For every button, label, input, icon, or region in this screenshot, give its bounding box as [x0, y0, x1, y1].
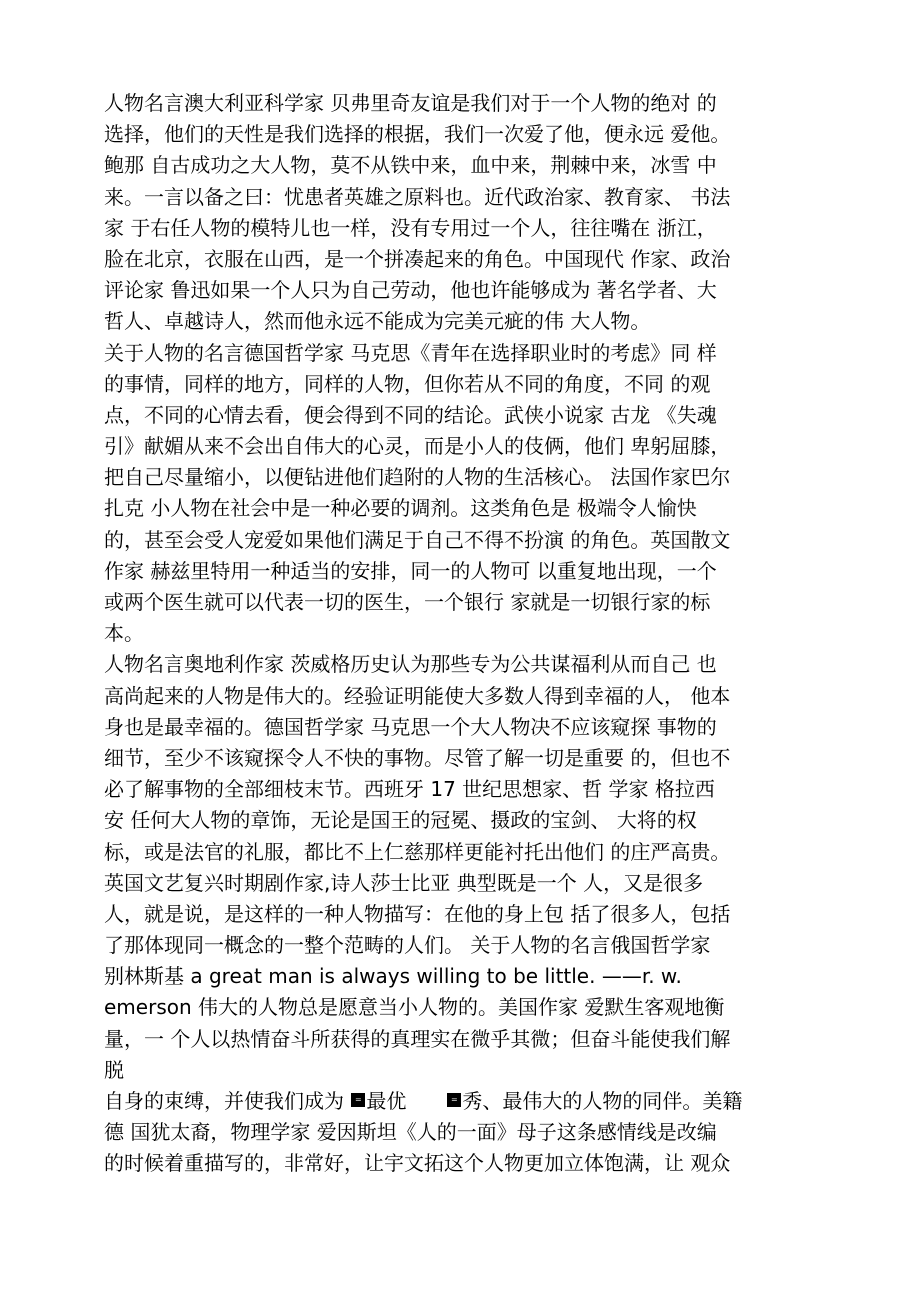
- text-line: 本。: [104, 621, 144, 646]
- text-line: 德 国犹太裔，物理学家 爱因斯坦《人的一面》母子这条感情线是改编: [104, 1120, 717, 1145]
- text-line: 的事情，同样的地方，同样的人物，但你若从不同的角度，不同 的观: [104, 371, 711, 396]
- text-line: 细节，至少不该窥探令人不快的事物。尽管了解一切是重要 的，但也不: [104, 745, 731, 770]
- text-line: 哲人、卓越诗人，然而他永远不能成为完美元疵的伟 大人物。: [104, 309, 651, 334]
- text-line: 的，甚至会受人宠爱如果他们满足于自己不得不扮演 的角色。英国散文: [104, 527, 731, 552]
- text-line-with-marks: [104, 1086, 824, 1117]
- text-line: 的时候着重描写的，非常好，让宇文拓这个人物更加立体饱满，让 观众: [104, 1151, 731, 1176]
- text-line: 脸在北京，衣服在山西，是一个拼凑起来的角色。中国现代 作家、政治: [104, 246, 731, 271]
- text-line: 标，或是法官的礼服，都比不上仁慈那样更能衬托出他们 的庄严高贵。: [104, 839, 731, 864]
- text-line: 英国文艺复兴时期剧作家,诗人莎士比亚 典型既是一个 人，又是很多: [104, 870, 704, 895]
- text-line: 扎克 小人物在社会中是一种必要的调剂。这类角色是 极端令人愉快: [104, 496, 697, 521]
- text-line: 家 于右任人物的模特儿也一样，没有专用过一个人，往往嘴在 浙江，: [104, 215, 717, 240]
- text-line: 关于人物的名言德国哲学家 马克思《青年在选择职业时的考虑》同 样: [104, 340, 717, 365]
- text-line: 别林斯基 a great man is always willing to be little. ——r. w.: [104, 964, 682, 989]
- text-line: 鲍那 自古成功之大人物，莫不从铁中来，血中来，荆棘中来，冰雪 中: [104, 153, 717, 178]
- text-line: 评论家 鲁迅如果一个人只为自己劳动，他也许能够成为 著名学者、大: [104, 278, 717, 303]
- document-body: [104, 88, 824, 1180]
- text-line: 点，不同的心情去看，便会得到不同的结论。武侠小说家 古龙 《失魂: [104, 402, 717, 427]
- text-line: 或两个医生就可以代表一切的医生，一个银行 家就是一切银行家的标: [104, 590, 711, 614]
- text-line: 人物名言奥地利作家 茨威格历史认为那些专为公共谋福利从而自己 也: [104, 652, 717, 677]
- placeholder-mark-icon: =: [351, 1093, 365, 1107]
- text-segment: 最优: [366, 1089, 407, 1113]
- text-segment: 秀、最伟大的人物的同伴。美籍: [462, 1089, 743, 1113]
- text-line: 选择，他们的天性是我们选择的根据，我们一次爱了他，便永远 爱他。: [104, 122, 731, 147]
- text-line: 安 任何大人物的章饰，无论是国王的冠冕、摄政的宝剑、 大将的权: [104, 808, 697, 833]
- text-line: 把自己尽量缩小，以便钻进他们趋附的人物的生活核心。 法国作家巴尔: [104, 465, 731, 490]
- text-line: 高尚起来的人物是伟大的。经验证明能使大多数人得到幸福的人， 他本: [104, 683, 731, 708]
- text-line: 量，一 个人以热情奋斗所获得的真理实在微乎其微；但奋斗能使我们解: [104, 1026, 731, 1051]
- text-line: 来。一言以备之曰：忧患者英雄之原料也。近代政治家、教育家、 书法: [104, 184, 731, 209]
- text-line: 人物名言澳大利亚科学家 贝弗里奇友谊是我们对于一个人物的绝对 的: [104, 91, 717, 115]
- text-line: 引》献媚从来不会出自伟大的心灵，而是小人的伎俩，他们 卑躬屈膝，: [104, 434, 731, 459]
- text-line: 必了解事物的全部细枝末节。西班牙 17 世纪思想家、哲 学家 格拉西: [104, 777, 715, 802]
- text-line: emerson 伟大的人物总是愿意当小人物的。美国作家 爱默生客观地衡: [104, 995, 725, 1020]
- placeholder-mark-icon: =: [447, 1093, 461, 1107]
- text-line: 了那体现同一概念的一整个范畴的人们。 关于人物的名言俄国哲学家: [104, 933, 711, 958]
- text-line: 作家 赫兹里特用一种适当的安排，同一的人物可 以重复地出现，一个: [104, 558, 717, 583]
- text-segment: 自身的束缚，并使我们成为: [104, 1089, 351, 1113]
- text-line: 人，就是说，是这样的一种人物描写：在他的身上包 括了很多人，包括: [104, 901, 731, 926]
- text-line: 脱: [104, 1057, 124, 1082]
- text-line: 身也是最幸福的。德国哲学家 马克思一个大人物决不应该窥探 事物的: [104, 714, 717, 739]
